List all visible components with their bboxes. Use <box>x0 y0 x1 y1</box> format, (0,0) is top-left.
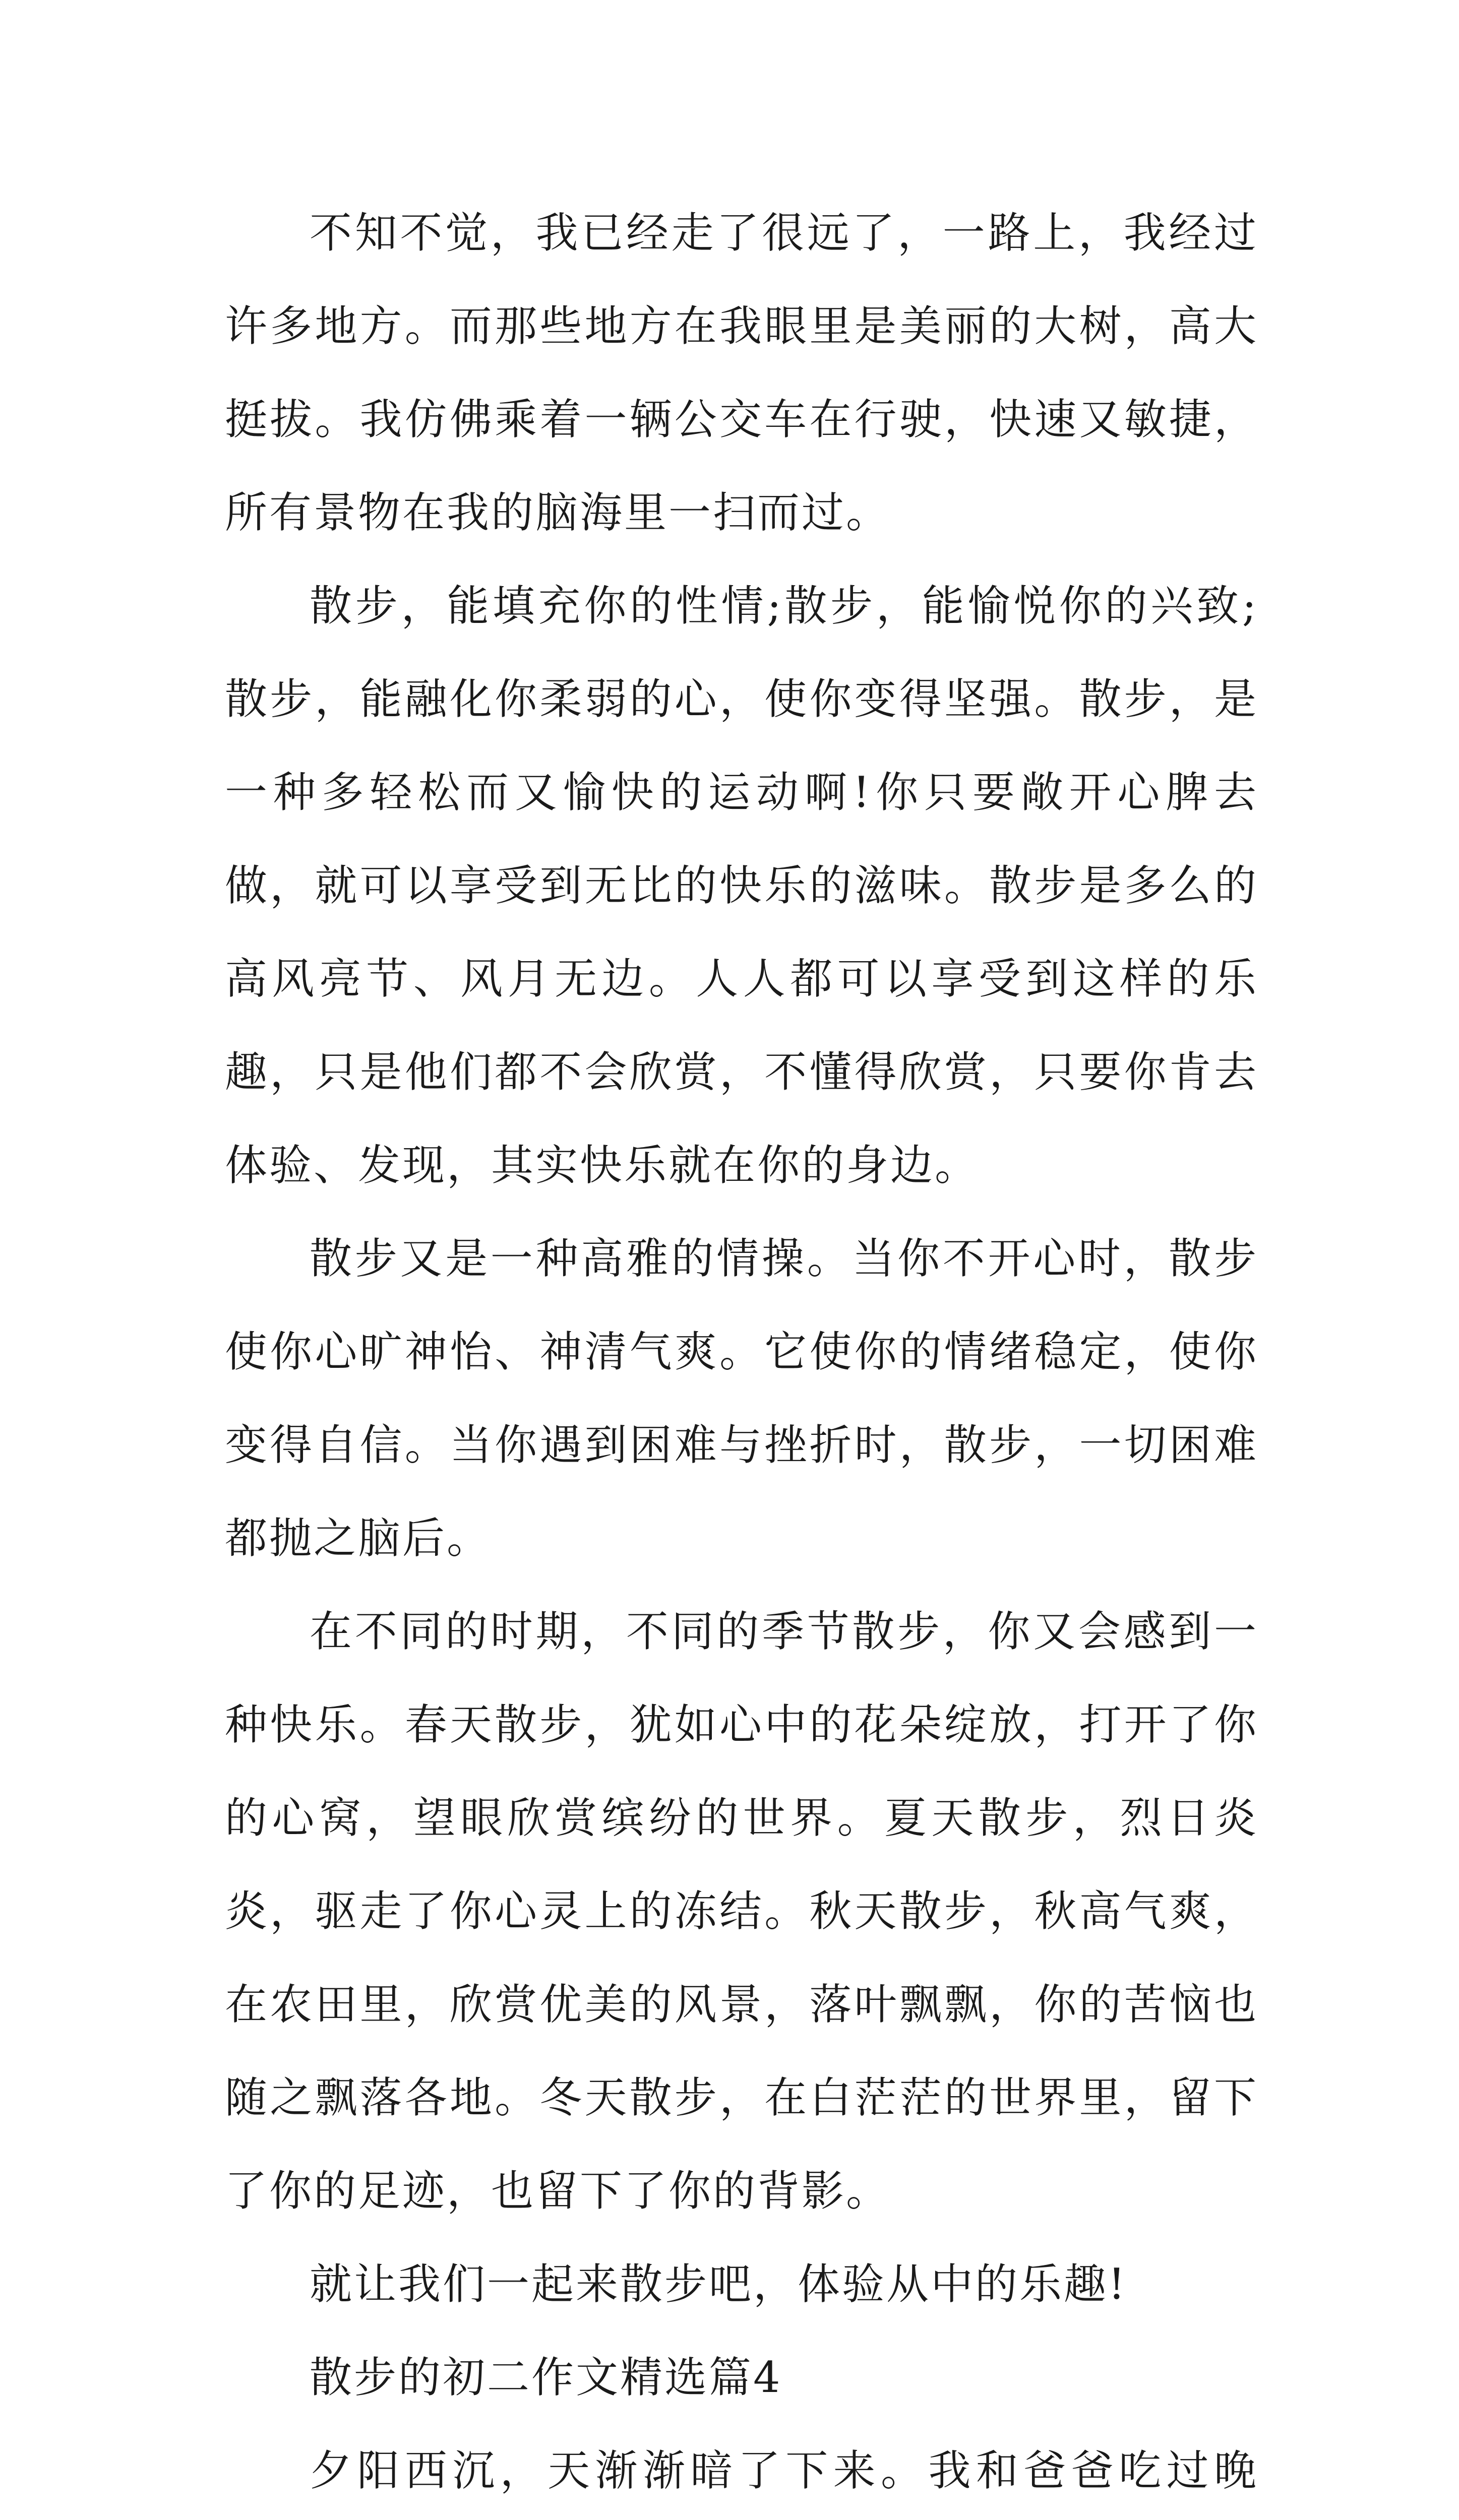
paragraph: 在不同的时期，不同的季节散步，你又会感到一种快乐。春天散步，犹如心中的花朵绽放，打开了你的心窝，望眼欣赏缤纷的世界。夏天散步，烈日炎炎，驱走了你心灵上的冻结。秋天散步，秋高气爽，在农田里，欣赏优美的风景，落叶飘飘，你的苦恼也随之飘落各地。冬天散步，在白茫茫的世界里，留下了你的足迹，也留下了你的背影。 <box>225 1607 1258 2216</box>
document-body <box>225 186 1258 2520</box>
paragraph: 不知不觉，我已经走了很远了，一路上，我经过许多地方。而那些地方在我眼里是美丽的大树，高大挺拔。我仿佛乘着一辆公交车在行驶，快速又敏捷，所有景物在我的脑海里一扫而过。 <box>225 208 1258 537</box>
paragraph: 散步，能填充你的性情;散步，能愉悦你的兴致;散步，能融化你柔弱的心，使你变得坚强。散步，是一种多轻松而又愉快的运动啊!你只要敞开心脾去做，就可以享受到无比的快乐的滋味。散步是多么的高风亮节、风月无边。人人都可以享受到这样的乐趣，只是他们都不会欣赏，不懂得欣赏，只要你肯去体验、发现，其实快乐就在你的身边。 <box>225 581 1258 1190</box>
section-heading: 散步的初二作文精选篇4 <box>310 2353 782 2402</box>
paragraph: 散步又是一种高雅的情操。当你不开心时，散步使你心旷神怡、神清气爽。它使你的情绪稳定，使你变得自信。当你遇到困难与挫折时，散步，一切困难都抛之脑后。 <box>225 1234 1258 1563</box>
paragraph: 夕阳西沉，天渐渐暗了下来。我和爸爸吃过晚 <box>310 2446 1258 2495</box>
paragraph: 就让我们一起来散步吧，体验从中的乐趣! <box>310 2259 1127 2309</box>
